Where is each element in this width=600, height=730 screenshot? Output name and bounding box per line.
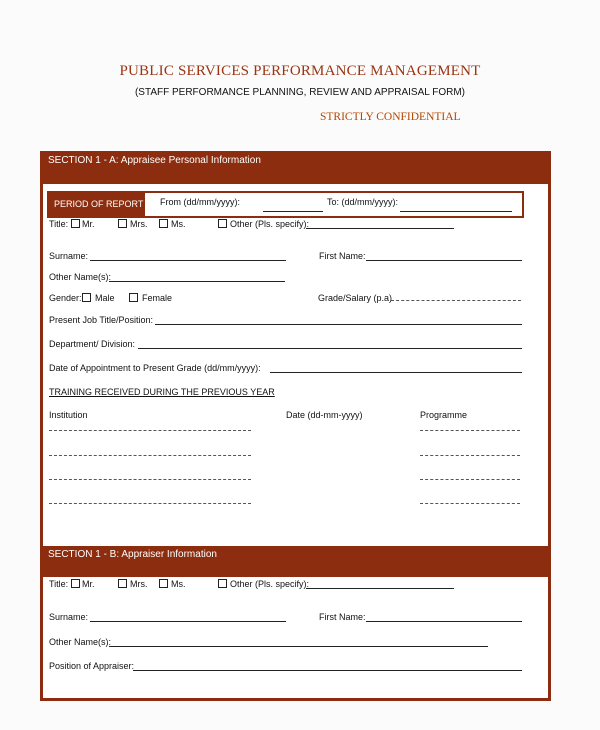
training-institution-field-3[interactable]	[49, 479, 251, 480]
section-b-heading: SECTION 1 - B: Appraiser Information	[43, 546, 548, 577]
appraiser-title-label: Title:	[49, 579, 69, 589]
training-institution-field-4[interactable]	[49, 503, 251, 504]
section-a-heading: SECTION 1 - A: Appraisee Personal Information	[43, 151, 548, 184]
grade-label: Grade/Salary (p.a)	[318, 293, 393, 303]
appointment-date-field[interactable]	[270, 372, 522, 373]
appraiser-title-mrs-checkbox[interactable]	[118, 579, 127, 588]
department-label: Department/ Division:	[49, 339, 136, 349]
confidential-label: STRICTLY CONFIDENTIAL	[320, 111, 461, 123]
appraiser-title-mr-label: Mr.	[82, 579, 95, 589]
form-frame	[40, 151, 551, 701]
department-field[interactable]	[138, 348, 522, 349]
title-ms-label: Ms.	[171, 219, 186, 229]
title-ms-checkbox[interactable]	[159, 219, 168, 228]
training-col-institution: Institution	[49, 410, 88, 420]
appraiser-title-other-field[interactable]	[306, 588, 454, 589]
training-programme-field-3[interactable]	[420, 479, 520, 480]
surname-field[interactable]	[90, 260, 286, 261]
title-mr-label: Mr.	[82, 219, 95, 229]
grade-field[interactable]	[391, 300, 521, 301]
appraiser-surname-label: Surname:	[49, 612, 89, 622]
gender-male-checkbox[interactable]	[82, 293, 91, 302]
training-institution-field-2[interactable]	[49, 455, 251, 456]
first-name-field[interactable]	[366, 260, 522, 261]
first-name-label: First Name:	[319, 251, 366, 261]
title-other-checkbox[interactable]	[218, 219, 227, 228]
title-label: Title:	[49, 219, 69, 229]
training-programme-field-2[interactable]	[420, 455, 520, 456]
appraiser-first-name-field[interactable]	[366, 621, 522, 622]
title-other-field[interactable]	[306, 228, 454, 229]
appraiser-title-ms-checkbox[interactable]	[159, 579, 168, 588]
gender-male-label: Male	[95, 293, 115, 303]
training-heading: TRAINING RECEIVED DURING THE PREVIOUS YEAR	[49, 387, 275, 397]
appraiser-title-other-label: Other (Pls. specify):	[230, 579, 310, 589]
other-names-field[interactable]	[109, 281, 285, 282]
appraiser-title-mrs-label: Mrs.	[130, 579, 148, 589]
appraiser-position-field[interactable]	[133, 670, 522, 671]
appraiser-other-names-field[interactable]	[109, 646, 488, 647]
title-mr-checkbox[interactable]	[71, 219, 80, 228]
job-title-field[interactable]	[155, 324, 522, 325]
appraiser-title-ms-label: Ms.	[171, 579, 186, 589]
gender-female-label: Female	[142, 293, 173, 303]
job-title-label: Present Job Title/Position:	[49, 315, 154, 325]
training-programme-field-1[interactable]	[420, 430, 520, 431]
training-col-date: Date (dd-mm-yyyy)	[286, 410, 363, 420]
surname-label: Surname:	[49, 251, 89, 261]
training-programme-field-4[interactable]	[420, 503, 520, 504]
form-subtitle: (STAFF PERFORMANCE PLANNING, REVIEW AND APPRAISAL FORM)	[134, 87, 466, 98]
appointment-date-label: Date of Appointment to Present Grade (dd/mm/yyyy):	[49, 363, 261, 373]
gender-label: Gender:	[49, 293, 82, 303]
title-mrs-checkbox[interactable]	[118, 219, 127, 228]
period-of-report-label: PERIOD OF REPORT	[49, 193, 145, 216]
training-col-programme: Programme	[420, 410, 468, 420]
appraiser-other-names-label: Other Name(s):	[49, 637, 112, 647]
appraiser-position-label: Position of Appraiser:	[49, 661, 135, 671]
other-names-label: Other Name(s):	[49, 272, 112, 282]
from-date-label: From (dd/mm/yyyy):	[160, 197, 240, 207]
appraiser-surname-field[interactable]	[90, 621, 286, 622]
from-date-field[interactable]	[263, 211, 323, 212]
to-date-label: To: (dd/mm/yyyy):	[327, 197, 399, 207]
training-institution-field-1[interactable]	[49, 430, 251, 431]
form-title: PUBLIC SERVICES PERFORMANCE MANAGEMENT	[119, 63, 481, 79]
title-mrs-label: Mrs.	[130, 219, 148, 229]
appraiser-first-name-label: First Name:	[319, 612, 366, 622]
title-other-label: Other (Pls. specify):	[230, 219, 310, 229]
gender-female-checkbox[interactable]	[129, 293, 138, 302]
appraiser-title-other-checkbox[interactable]	[218, 579, 227, 588]
to-date-field[interactable]	[400, 211, 512, 212]
appraiser-title-mr-checkbox[interactable]	[71, 579, 80, 588]
